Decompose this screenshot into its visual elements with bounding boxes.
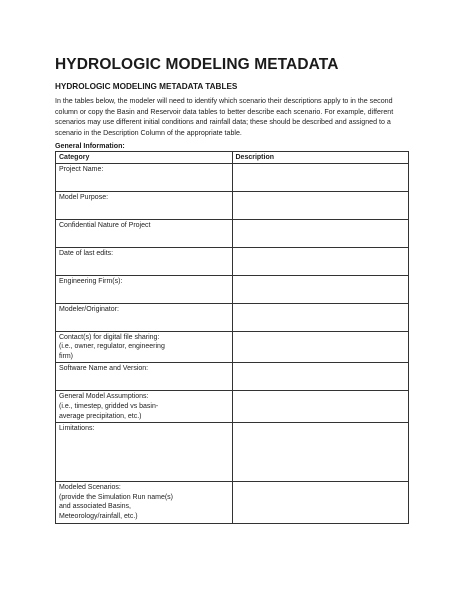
category-cell [56,482,233,523]
table-header-row [56,152,409,164]
table-row [56,247,409,275]
table-row [56,219,409,247]
category-cell [56,247,233,275]
category-label: Modeler/Originator: [59,305,119,313]
table-row [56,303,409,331]
category-cell [56,303,233,331]
general-information-table [55,151,409,524]
table-row [56,423,409,482]
category-cell [56,191,233,219]
description-cell[interactable] [232,247,409,275]
category-cell [56,363,233,391]
category-label: Software Name and Version: [59,365,149,373]
description-cell[interactable] [232,191,409,219]
table-row [56,391,409,423]
page-title: HYDROLOGIC MODELING METADATA [55,56,339,73]
table-row [56,163,409,191]
description-cell[interactable] [232,163,409,191]
category-cell [56,163,233,191]
table-row [56,191,409,219]
description-cell[interactable] [232,303,409,331]
description-cell[interactable] [232,423,409,482]
category-cell [56,275,233,303]
table-row [56,331,409,363]
description-cell[interactable] [232,482,409,523]
category-label: Model Purpose: [59,193,109,201]
table-row [56,275,409,303]
description-cell[interactable] [232,331,409,363]
category-label: Engineering Firm(s): [59,277,123,285]
intro-paragraph: In the tables below, the modeler will need to identify which scenario their descriptions apply to in the second column or copy the Basin and Reservoir data tables to better describe each scenario. For example, different scenarios may use different initial conditions and rainfall data; these should be described and assigned to a scenario in the Description Column of the appropriate table. [55,97,394,137]
table-row [56,363,409,391]
category-label: Modeled Scenarios: (provide the Simulation Run name(s) and associated Basins, Meteorology/rainfall, etc.) [59,484,173,520]
category-column-header: Category [56,152,233,164]
description-cell[interactable] [232,391,409,423]
category-cell [56,219,233,247]
category-label: General Model Assumptions: (i.e., timestep, gridded vs basin- average precipitation, etc.) [59,393,159,420]
description-cell[interactable] [232,275,409,303]
category-label: Date of last edits: [59,249,114,257]
category-cell [56,331,233,363]
general-information-label: General Information: [55,142,125,150]
category-label: Confidential Nature of Project [59,221,151,229]
category-label: Project Name: [59,165,104,173]
description-cell[interactable] [232,363,409,391]
category-cell [56,423,233,482]
description-column-header: Description [232,152,409,164]
description-cell[interactable] [232,219,409,247]
table-row [56,482,409,523]
category-label: Limitations: [59,425,95,433]
section-subtitle: HYDROLOGIC MODELING METADATA TABLES [55,82,238,91]
category-cell [56,391,233,423]
category-label: Contact(s) for digital file sharing: (i.e., owner, regulator, engineering firm) [59,333,165,360]
